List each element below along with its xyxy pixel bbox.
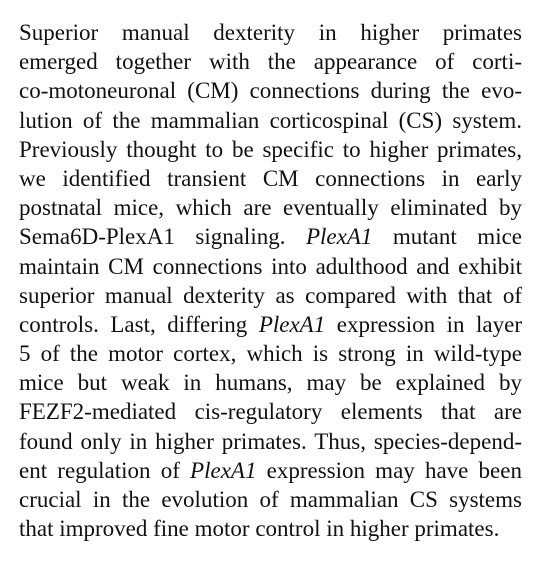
text-run: expression may have been	[256, 457, 522, 483]
text-line	[19, 164, 522, 193]
text-run: mice but weak in humans, may be explained by	[19, 370, 522, 396]
italic-gene-name: PlexA1	[258, 311, 326, 337]
text-line	[19, 252, 522, 281]
italic-gene-name: PlexA1	[305, 224, 373, 250]
text-run: that improved fine motor control in higher primates.	[19, 516, 500, 542]
text-run: Superior manual dexterity in higher primates	[19, 20, 522, 45]
text-run: Sema6D-PlexA1 signaling.	[19, 224, 306, 250]
text-run: FEZF2-mediated cis-regulatory elements that are	[19, 399, 522, 425]
text-run: controls. Last, differing	[19, 311, 259, 337]
text-run: found only in higher primates. Thus, species-depend-	[19, 428, 522, 454]
text-line	[19, 397, 522, 426]
text-run: expression in layer	[325, 311, 522, 337]
text-line	[19, 106, 522, 135]
text-run: co-motoneuronal (CM) connections during the evo-	[19, 78, 522, 104]
text-run: we identified transient CM connections in early	[19, 165, 522, 191]
italic-gene-name: PlexA1	[190, 457, 257, 483]
text-run: superior manual dexterity as compared with that of	[19, 282, 522, 308]
text-run: crucial in the evolution of mammalian CS systems	[19, 487, 522, 512]
text-run: 5 of the motor cortex, which is strong in wild-type	[19, 341, 522, 367]
abstract-paragraph	[19, 18, 522, 543]
text-line	[19, 310, 522, 339]
text-run: ent regulation of	[19, 457, 191, 483]
text-line	[19, 514, 522, 543]
text-line	[19, 427, 522, 456]
text-run: maintain CM connections into adulthood and exhibit	[19, 253, 522, 279]
text-line	[19, 222, 522, 251]
text-line	[19, 368, 522, 397]
text-line	[19, 281, 522, 310]
text-run: Previously thought to be specific to higher primates,	[19, 136, 522, 162]
text-line	[19, 18, 522, 47]
text-line	[19, 339, 522, 368]
text-run: lution of the mammalian corticospinal (CS) system.	[19, 107, 522, 133]
text-line	[19, 456, 522, 485]
text-line	[19, 47, 522, 76]
text-line	[19, 193, 522, 222]
text-run: mutant mice	[372, 224, 522, 250]
text-run: emerged together with the appearance of corti-	[19, 49, 522, 75]
text-line	[19, 485, 522, 514]
text-line	[19, 76, 522, 105]
text-run: postnatal mice, which are eventually eliminated by	[19, 195, 522, 221]
text-line	[19, 135, 522, 164]
